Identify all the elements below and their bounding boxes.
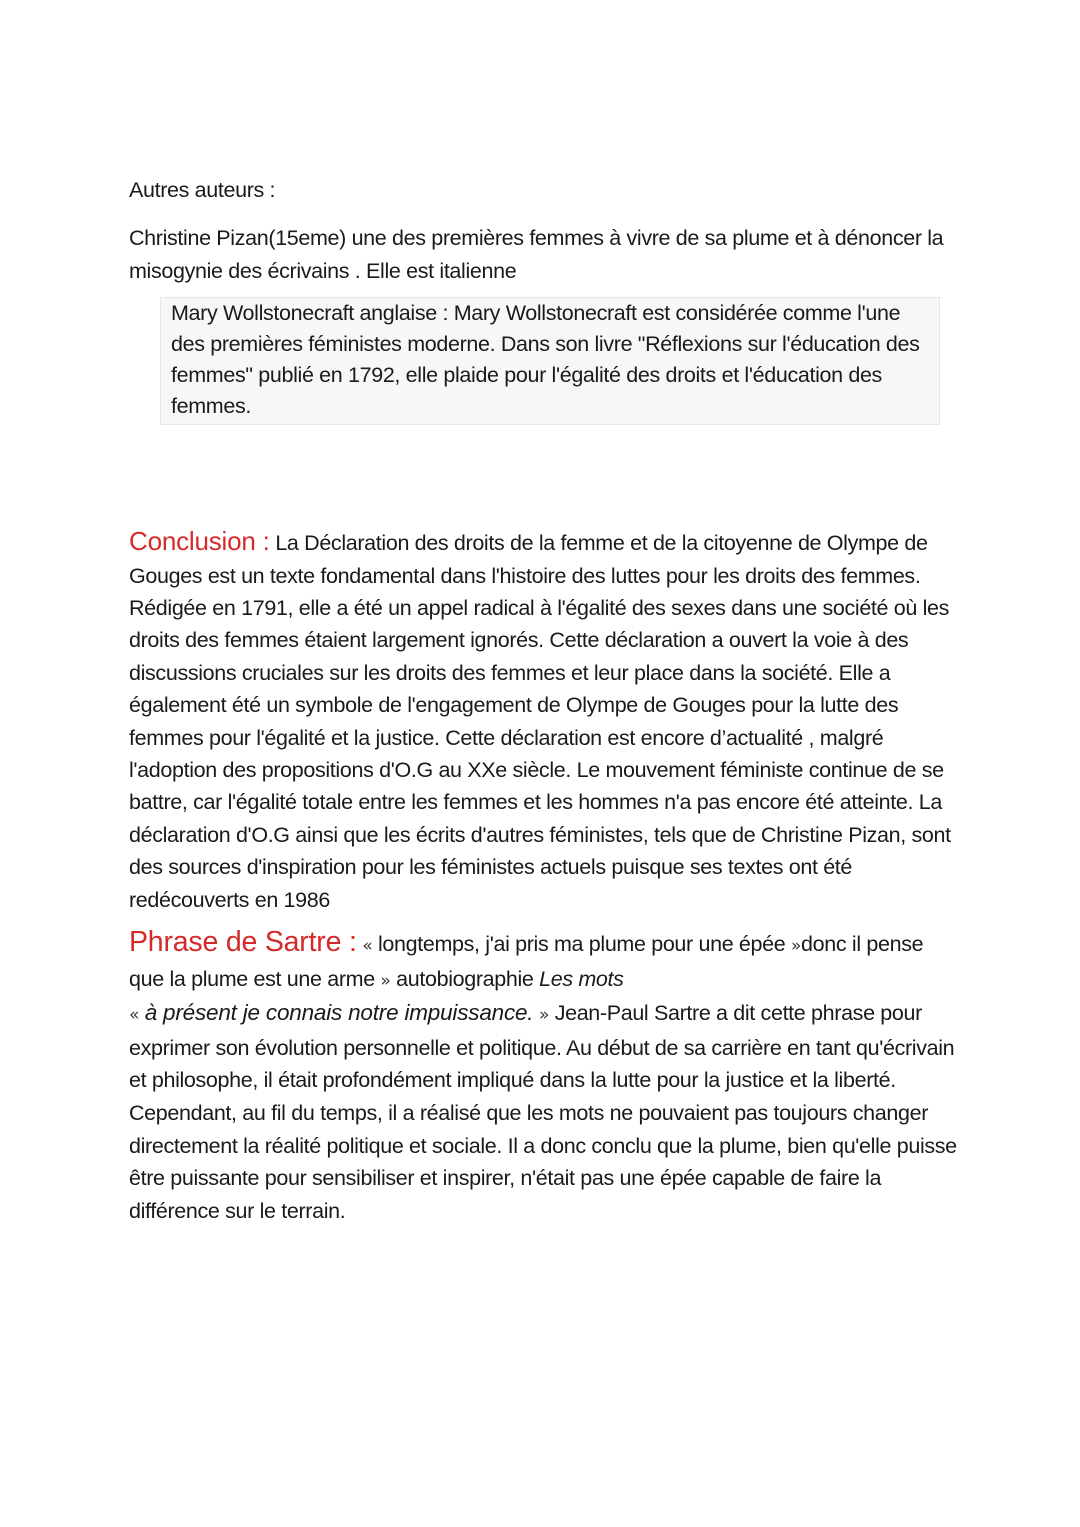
close-quote-1: » (790, 936, 802, 957)
work-title: Les mots (539, 966, 624, 991)
autres-auteurs-heading: Autres auteurs : (129, 178, 276, 202)
sartre-quote-2: à présent je connais notre impuissance. (144, 1000, 534, 1026)
pizan-paragraph: Christine Pizan(15eme) une des premières femmes à vivre de sa plume et à dénoncer la misogynie des écrivains . Elle est italienne (129, 226, 944, 283)
sartre-section (129, 926, 959, 1227)
section-spacer (129, 425, 959, 525)
sartre-quote-1: longtemps, j'ai pris ma plume pour une épée (378, 932, 786, 957)
open-quote-2: « (129, 1005, 140, 1026)
wollstonecraft-paragraph: Mary Wollstonecraft anglaise : Mary Wollstonecraft est considérée comme l'une des premières féministes moderne. Dans son livre "Réflexions sur l'éducation des femmes" publié en 1792, elle plaide pour l'égalité des droits et l'éducation des femmes. (171, 301, 920, 419)
sartre-body: Jean-Paul Sartre a dit cette phrase pour exprimer son évolution personnelle et politique. Au début de sa carrière en tant qu'écrivain et philosophe, il était profondément impliqué dans la lutte pour la justice et la liberté. Cependant, au fil du temps, il a réalisé que les mots ne pouvaient pas toujours changer directement la réalité politique et sociale. Il a donc conclu que la plume, bien qu'elle puisse être puissante pour sensibiliser et inspirer, n'était pas une épée capable de faire la différence sur le terrain. (129, 1001, 957, 1223)
sartre-after-quote: donc il pense que la plume est une arme (129, 932, 924, 991)
conclusion-label: Conclusion : (129, 526, 270, 557)
document-page (129, 174, 959, 1227)
close-quote-2: » (380, 970, 391, 991)
conclusion-paragraph (129, 525, 959, 916)
wollstonecraft-box (160, 297, 940, 425)
sartre-label: Phrase de Sartre : (129, 926, 357, 959)
conclusion-body: La Déclaration des droits de la femme et de la citoyenne de Olympe de Gouges est un texte fondamental dans l'histoire des luttes pour les droits des femmes. Rédigée en 1791, elle a été un appel radical à l'égalité des sexes dans une société où les droits des femmes étaient largement ignorés. Cette déclaration a ouvert la voie à des discussions cruciales sur les droits des femmes et leur place dans la société. Elle a également été un symbole de l'engagement de Olympe de Gouges pour la lutte des femmes pour l'égalité et la justice. Cette déclaration est encore d’actualité , malgré l'adoption des propositions d'O.G au XXe siècle. Le mouvement féministe continue de se battre, car l'égalité totale entre les femmes et les hommes n'a pas encore été atteinte. La déclaration d'O.G ainsi que les écrits d'autres féministes, tels que de Christine Pizan, sont des sources d'inspiration pour les féministes actuels puisque ses textes ont été redécouverts en 1986 (129, 531, 951, 912)
work-prefix: autobiographie (396, 966, 534, 991)
sartre-intro-paragraph (129, 926, 959, 997)
close-quote-3: » (539, 1005, 550, 1026)
open-quote: « (362, 936, 373, 957)
sartre-body-paragraph (129, 997, 959, 1227)
